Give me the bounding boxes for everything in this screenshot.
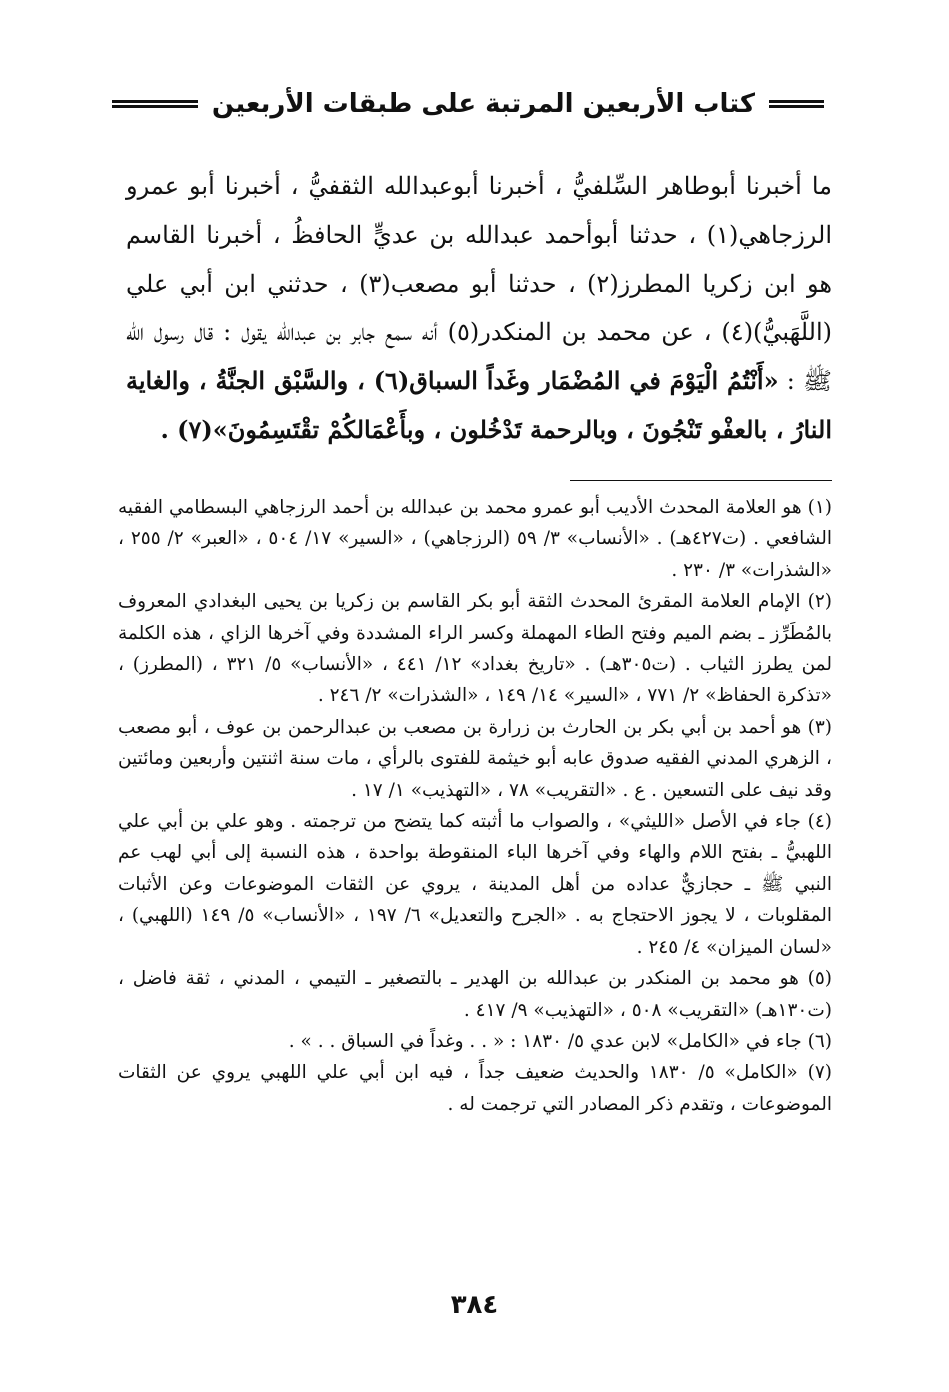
page-number: ٣٨٤ [450,1290,499,1320]
footnote-7: (٧) «الكامل» ٥/ ١٨٣٠ والحديث ضعيف جداً ، فيه ابن أبي علي اللهبي يروي عن الثقات الموضوعات ، وتقدم ذكر المصادر التي ترجمت له . [118,1062,832,1115]
footnote-separator [570,480,832,481]
footnote-5: (٥) هو محمد بن المنكدر بن عبدالله بن الهدير ـ بالتصغير ـ التيمي ، المدني ، ثقة فاضل ، (ت١٣٠هـ) «التقريب» ٥٠٨ ، «التهذيب» ٩/ ٤١٧ . [118,968,832,1021]
footnote-4: (٤) جاء في الأصل «الليثي» ، والصواب ما أثبته كما يتضح من ترجمته . وهو علي بن أبي علي اللهبيُّ ـ بفتح اللام والهاء وفي آخرها الباء المنقوطة بواحدة ، هذه النسبة إلى أبي لهب عم النبي ﷺ ـ حجازيٌّ عداده من أهل المدينة ، يروي عن الثقات الموضوعات وعن الأثبات المقلوبات ، لا يجوز الاحتجاج به . «الجرح والتعديل» ٦/ ١٩٧ ، «الأنساب» ٥/ ١٤٩ (اللهبي) ، «لسان الميزان» ٤/ ٢٤٥ . [118,811,832,958]
footnotes-list [118,492,832,1120]
header-title: كتاب الأربعين المرتبة على طبقات الأربعين [211,89,755,119]
footnote-6: (٦) جاء في «الكامل» لابن عدي ٥/ ١٨٣٠ : « . . وغداً في السباق . . » . [288,1030,832,1052]
header-rule-right [769,100,824,108]
footnote-2: (٢) الإمام العلامة المقرئ المحدث الثقة أبو بكر القاسم بن زكريا بن يحيى البغدادي المعروف بالمُطَرِّز ـ بضم الميم وفتح الطاء المهملة وكسر الراء المشددة وفي آخرها الزاي ، هذه الكلمة لمن يطرز الثياب . (ت٣٠٥هـ) . «تاريخ بغداد» ١٢/ ٤٤١ ، «الأنساب» ٥/ ٣٢١ ، (المطرز) ، «تذكرة الحفاظ» ٢/ ٧٧١ ، «السير» ١٤/ ١٤٩ ، «الشذرات» ٢/ ٢٤٦ . [118,591,832,707]
isnad-text: ما أخبرنا أبوطاهر السِّلفيُّ ، أخبرنا أبوعبدالله الثقفيُّ ، أخبرنا أبو عمرو الرزجاهي(١) ، حدثنا أبوأحمد عبدالله بن عديٍّ الحافظُ ، أخبرنا القاسم هو ابن زكريا المطرز(٢) ، حدثنا أبو مصعب(٣) ، حدثني ابن أبي علي (اللَّهَبيُّ)(٤) ، عن محمد بن المنكدر(٥) أنه سمع جابر بن عبدالله يقول : قال رسول الله ﷺ : [126,172,833,396]
hadith-text: «أَنْتُمُ الْيَوْمَ في المُضْمَار وغَداً السباق(٦) ، والسَّبْق الجنَّةُ ، والغاية النارُ ، بالعفْو تَنْجُونَ ، وبالرحمة تَدْخُلون ، وبأَعْمَالكُمْ تقْتَسِمُونَ»(٧) . [126,366,832,444]
running-header [112,84,824,124]
footnote-3: (٣) هو أحمد بن أبي بكر بن الحارث بن زرارة بن مصعب بن عبدالرحمن بن عوف ، أبو مصعب ، الزهري المدني الفقيه صدوق عابه أبو خيثمة للفتوى بالرأي ، مات سنة اثنتين وأربعين ومائتين وقد نيف على التسعين . ع . «التقريب» ٧٨ ، «التهذيب» ١/ ١٧ . [118,716,832,801]
footnote-1: (١) هو العلامة المحدث الأديب أبو عمرو محمد بن عبدالله بن أحمد الرزجاهي البسطامي الفقيه الشافعي . (ت٤٢٧هـ) . «الأنساب» ٣/ ٥٩ (الرزجاهي) ، «السير» ١٧/ ٥٠٤ ، «العبر» ٢/ ٢٥٥ ، «الشذرات» ٣/ ٢٣٠ . [118,497,832,581]
header-rule-left [112,100,198,108]
main-text [126,162,832,455]
